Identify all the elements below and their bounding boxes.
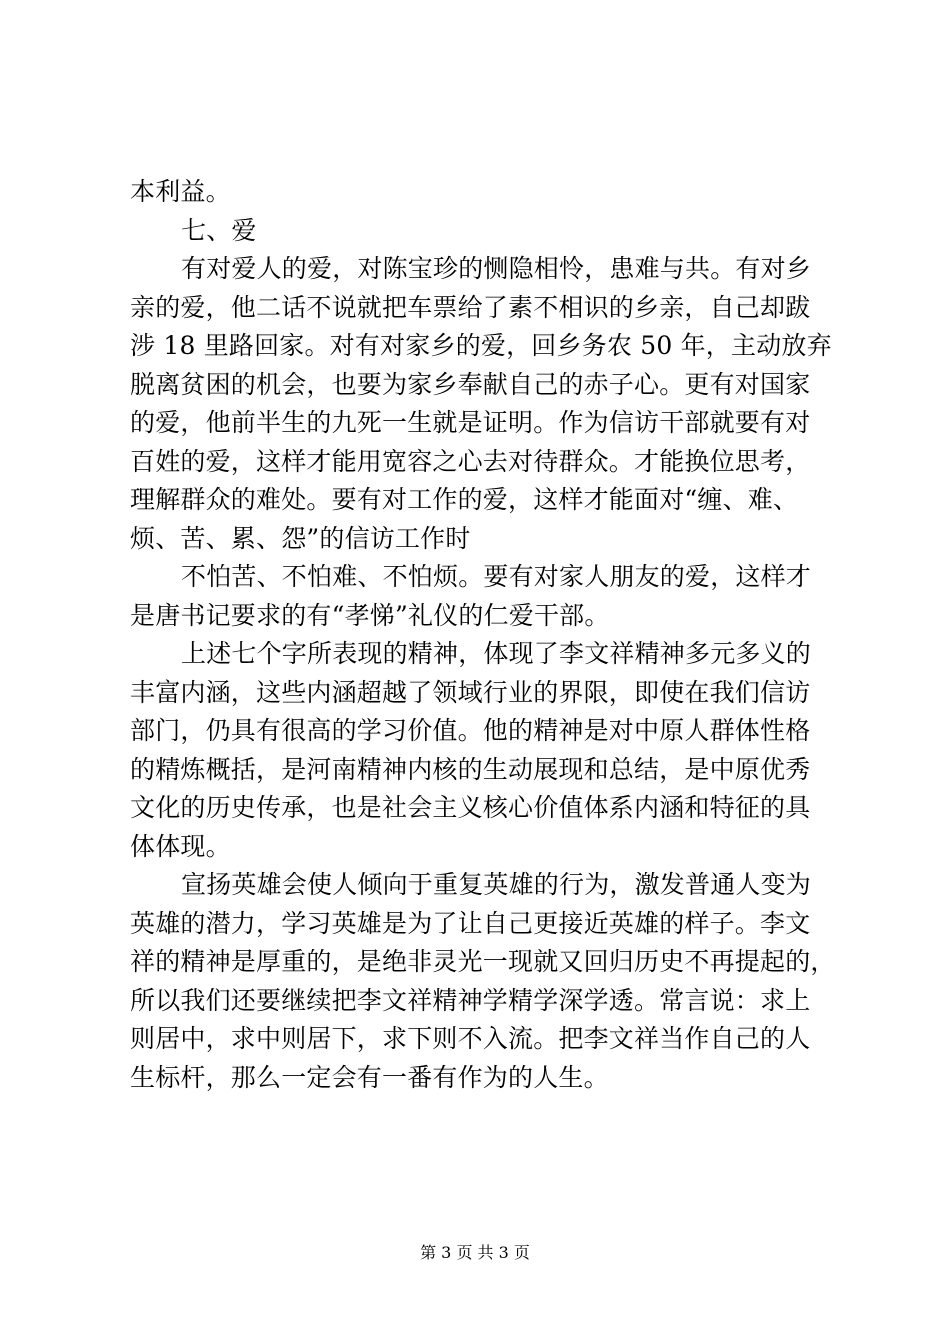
text-line: 七、爱 (181, 215, 257, 245)
text-line: 则居中，求中则居下，求下则不入流。把李文祥当作自己的人 (130, 1024, 811, 1053)
text-line: 的爱，他前半生的九死一生就是证明。作为信访干部就要有对 (130, 408, 811, 437)
text-line: 本利益。 (130, 177, 231, 206)
text-line: 体体现。 (130, 831, 231, 861)
text-line: 生标杆，那么一定会有一番有作为的人生。 (130, 1062, 609, 1092)
text-line: 宣扬英雄会使人倾向于重复英雄的行为，激发普通人变为 (181, 870, 812, 899)
text-line: 所以我们还要继续把李文祥精神学精学深学透。常言说：求上 (130, 985, 811, 1015)
text-line: 理解群众的难处。要有对工作的爱，这样才能面对“缠、难、 (130, 485, 799, 514)
text-line: 有对爱人的爱，对陈宝珍的恻隐相怜，患难与共。有对乡 (181, 254, 812, 283)
text-line: 部门，仍具有很高的学习价值。他的精神是对中原人群体性格 (130, 716, 811, 745)
text-line: 亲的爱，他二话不说就把车票给了素不相识的乡亲，自己却跋 (130, 292, 811, 322)
text-line: 的精炼概括，是河南精神内核的生动展现和总结，是中原优秀 (130, 754, 811, 784)
text-line: 百姓的爱，这样才能用宽容之心去对待群众。才能换位思考， (130, 446, 811, 476)
text-line: 涉 18 里路回家。对有对家乡的爱，回乡务农 50 年，主动放弃 (130, 331, 832, 360)
text-line: 烦、苦、累、怨”的信访工作时 (130, 523, 471, 553)
text-line: 脱离贫困的机会，也要为家乡奉献自己的赤子心。更有对国家 (130, 369, 811, 399)
text-line: 英雄的潜力，学习英雄是为了让自己更接近英雄的样子。李文 (130, 908, 811, 938)
text-line: 不怕苦、不怕难、不怕烦。要有对家人朋友的爱，这样才 (181, 562, 812, 591)
text-line: 上述七个字所表现的精神，体现了李文祥精神多元多义的 (181, 639, 812, 668)
text-line: 是唐书记要求的有“孝悌”礼仪的仁爱干部。 (130, 600, 610, 630)
document-body (130, 173, 836, 1097)
page-footer (0, 1242, 950, 1264)
text-line: 文化的历史传承，也是社会主义核心价值体系内涵和特征的具 (130, 793, 811, 822)
text-line: 祥的精神是厚重的，是绝非灵光一现就又回归历史不再提起的， (130, 947, 836, 976)
text-line: 丰富内涵，这些内涵超越了领域行业的界限，即使在我们信访 (130, 677, 811, 707)
page-number: 第 3 页 共 3 页 (420, 1243, 530, 1262)
